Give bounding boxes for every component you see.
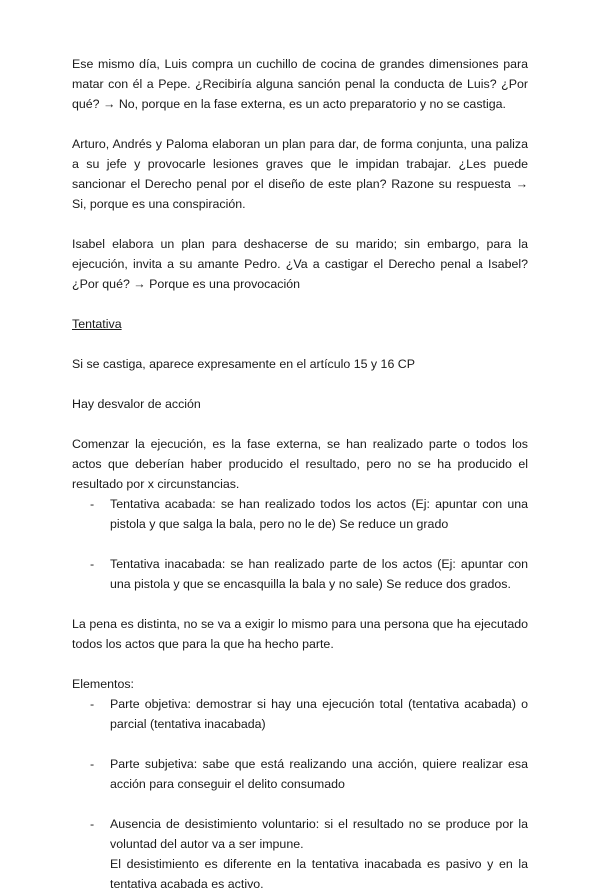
paragraph-execution: Comenzar la ejecución, es la fase externa, se han realizado parte o todos los actos que deberían haber producido el resultado, pero no se ha producido el resultado por x circunstancias.: [72, 437, 528, 491]
list-item-text: Parte objetiva: demostrar si hay una ejecución total (tentativa acabada) o parcial (tentativa inacabada): [110, 697, 528, 731]
list-item: [72, 694, 528, 734]
paragraph-article: Si se castiga, aparece expresamente en el artículo 15 y 16 CP: [72, 357, 415, 371]
paragraph-pena: La pena es distinta, no se va a exigir lo mismo para una persona que ha ejecutado todos los actos que para la que ha hecho parte.: [72, 617, 528, 651]
section-heading-tentativa: Tentativa: [72, 317, 122, 331]
list-elements: [72, 694, 528, 894]
paragraph-provocation: Isabel elabora un plan para deshacerse de su marido; sin embargo, para la ejecución, invita a su amante Pedro. ¿Va a castigar el Derecho penal a Isabel? ¿Por qué? → Porque es una provocación: [72, 237, 528, 291]
dash-bullet: -: [90, 497, 95, 511]
list-item: [72, 814, 528, 894]
list-item-subtext: El desistimiento es diferente en la tentativa inacabada es pasivo y en la tentativa acabada es activo.: [110, 857, 528, 891]
list-item: [72, 494, 528, 534]
list-item-text: Parte subjetiva: sabe que está realizando una acción, quiere realizar esa acción para conseguir el delito consumado: [110, 757, 528, 791]
list-tentativa-types: [72, 494, 528, 594]
list-item-text: Tentativa inacabada: se han realizado parte de los actos (Ej: apuntar con una pistola y que se encasquilla la bala y no sale) Se reduce dos grados.: [110, 557, 528, 591]
dash-bullet: -: [90, 817, 95, 831]
elements-label: Elementos:: [72, 677, 134, 691]
document-page: [72, 54, 528, 894]
list-item-text: Tentativa acabada: se han realizado todos los actos (Ej: apuntar con una pistola y que salga la bala, pero no le de) Se reduce un grado: [110, 497, 528, 531]
list-item-text: Ausencia de desistimiento voluntario: si el resultado no se produce por la voluntad del autor va a ser impune.: [110, 817, 528, 851]
paragraph-conspiracy: Arturo, Andrés y Paloma elaboran un plan para dar, de forma conjunta, una paliza a su jefe y provocarle lesiones graves que le impidan trabajar. ¿Les puede sancionar el Derecho penal por el diseño de este plan? Razone su respuesta → Si, porque es una conspiración.: [72, 137, 528, 211]
list-item: [72, 754, 528, 794]
dash-bullet: -: [90, 557, 95, 571]
paragraph-desvalor: Hay desvalor de acción: [72, 397, 201, 411]
dash-bullet: -: [90, 757, 95, 771]
paragraph-luis: Ese mismo día, Luis compra un cuchillo de cocina de grandes dimensiones para matar con él a Pepe. ¿Recibiría alguna sanción penal la conducta de Luis? ¿Por qué? → No, porque en la fase externa, es un acto preparatorio y no se castiga.: [72, 57, 528, 111]
dash-bullet: -: [90, 697, 95, 711]
list-item: [72, 554, 528, 594]
